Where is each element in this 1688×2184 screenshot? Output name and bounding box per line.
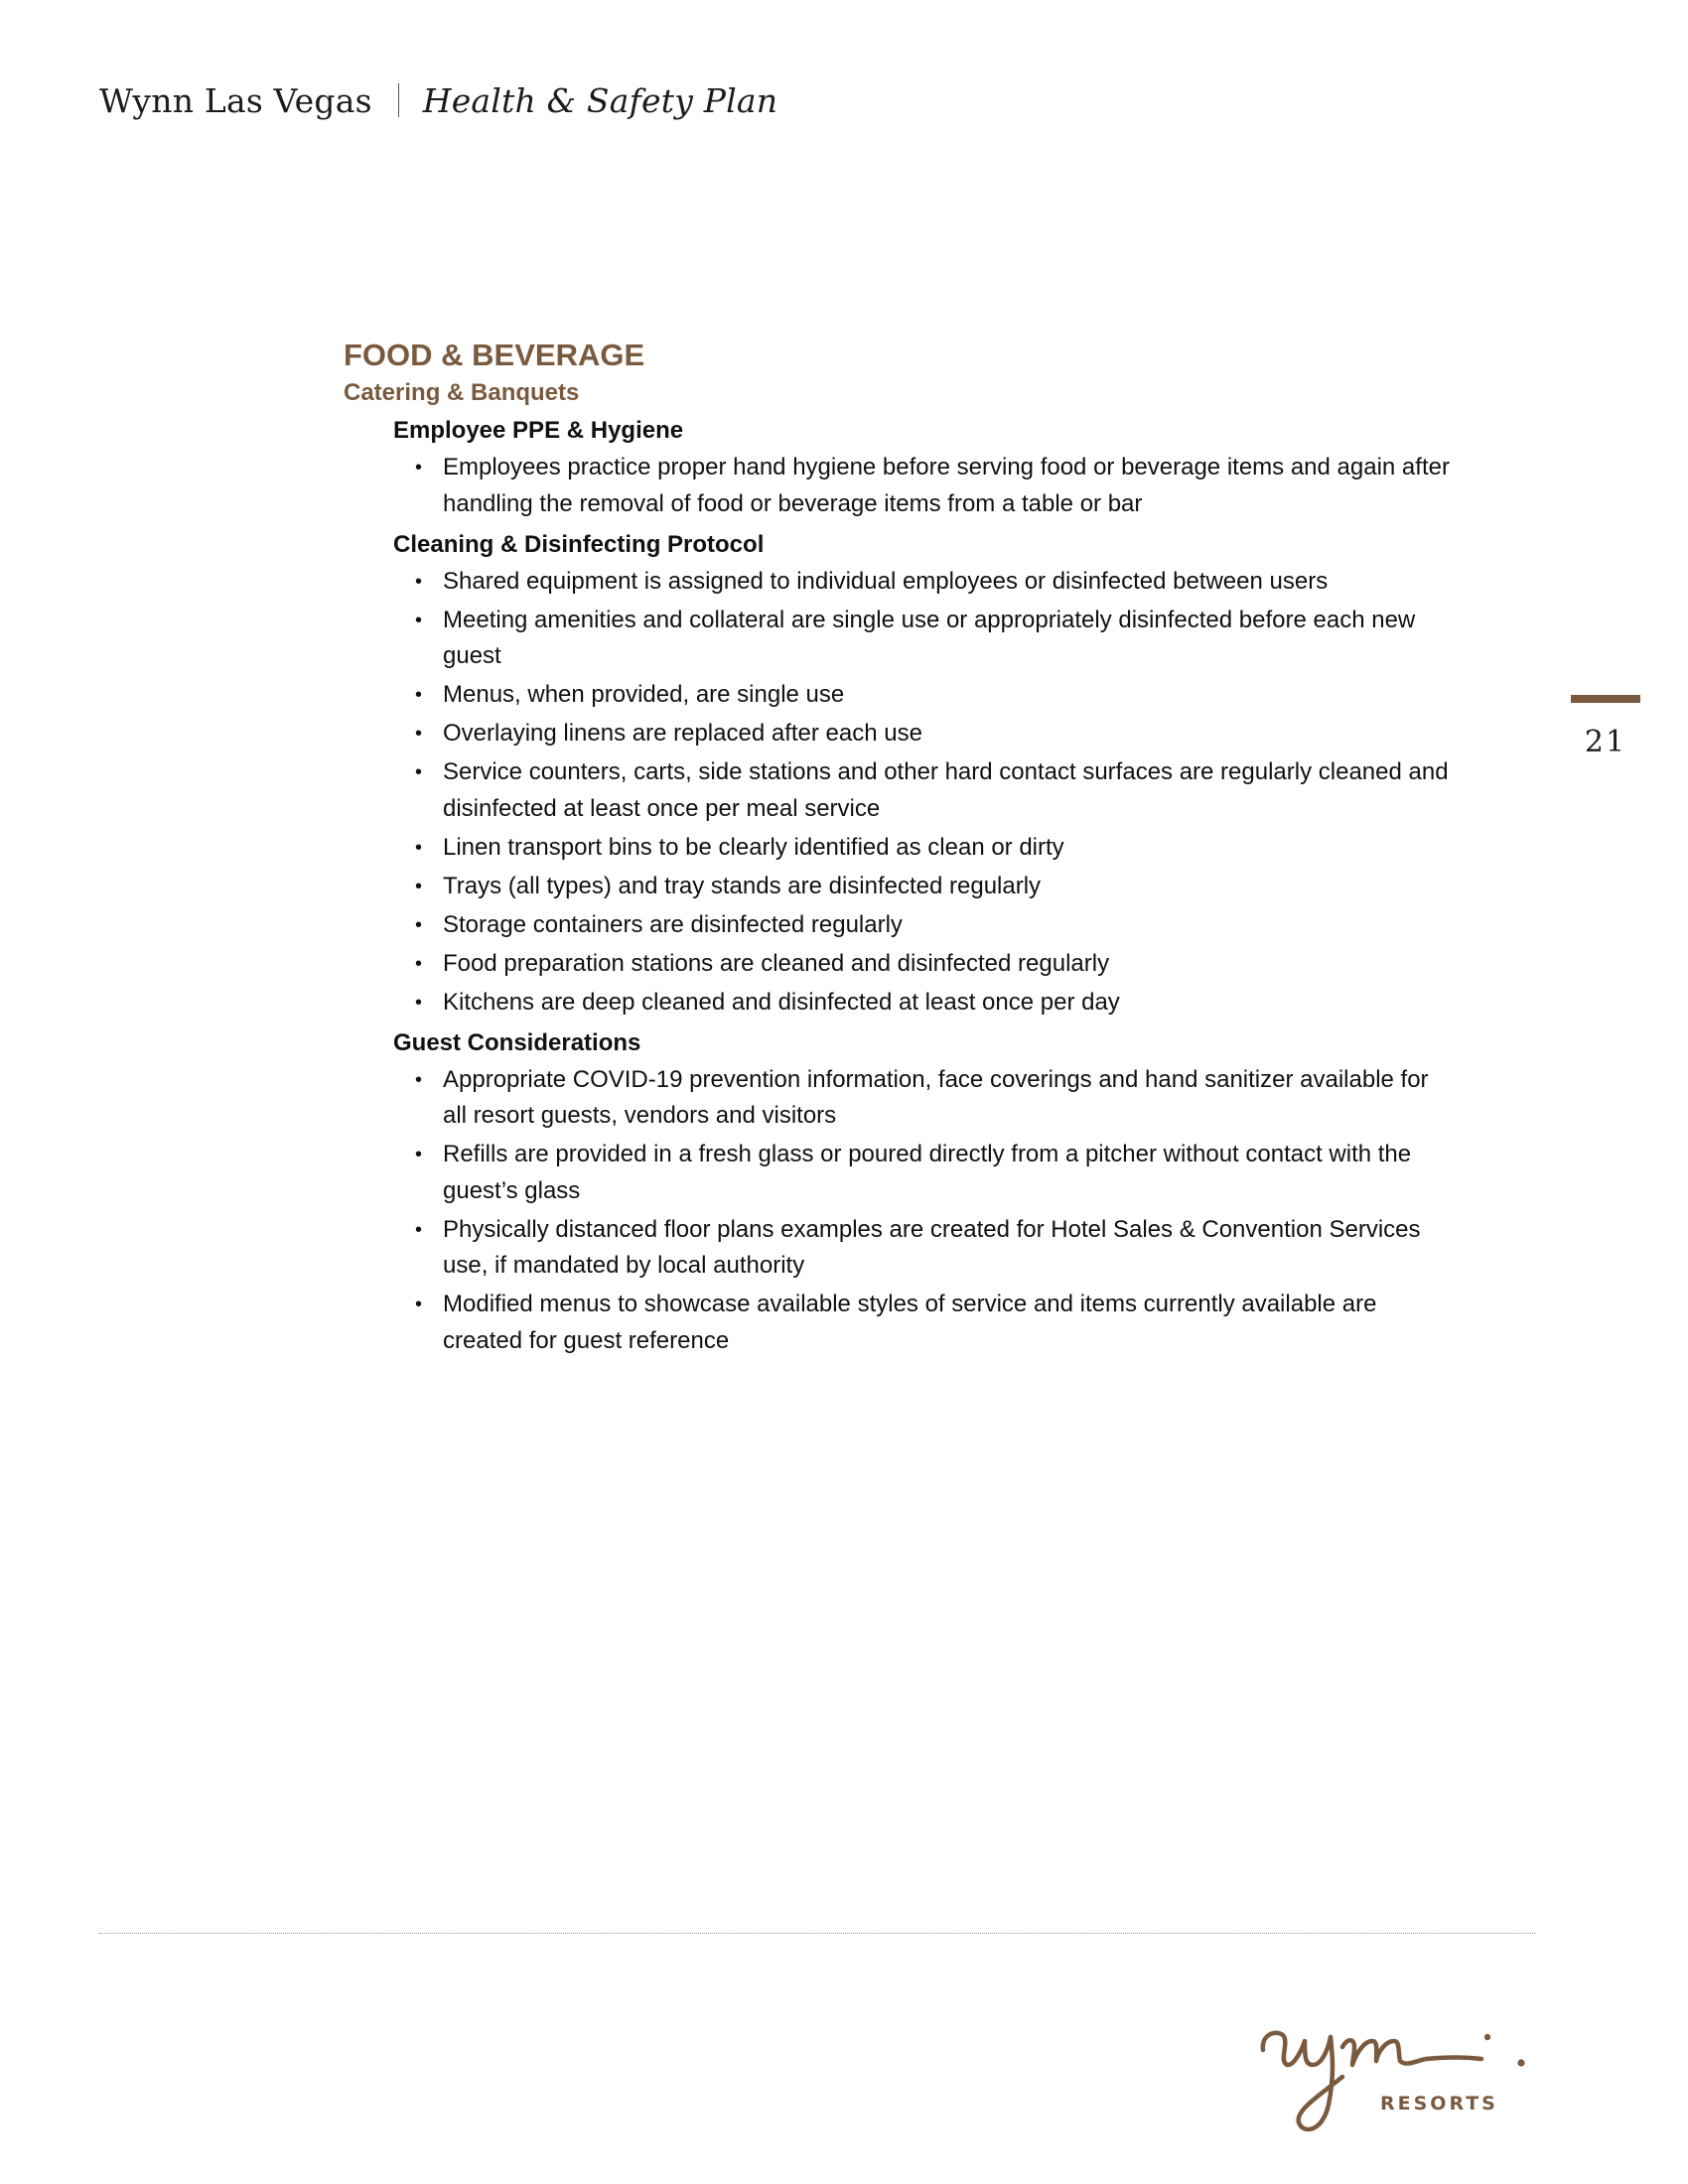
footer-divider [99, 1933, 1535, 1934]
logo-resorts-text: RESORTS [1380, 2093, 1498, 2115]
page-header [99, 81, 777, 120]
list-item: • Food preparation stations are cleaned and disinfected regularly [393, 946, 1456, 983]
list-item: • Shared equipment is assigned to individual employees or disinfected between users [393, 564, 1456, 601]
bullet-list-employee-ppe [393, 450, 1525, 522]
list-item: • Meeting amenities and collateral are single use or appropriately disinfected before each new guest [393, 603, 1456, 675]
group-title-employee-ppe: Employee PPE & Hygiene [393, 417, 684, 444]
list-item: • Service counters, carts, side stations and other hard contact surfaces are regularly cleaned and disinfected at least once per meal service [393, 754, 1456, 827]
list-item: • Storage containers are disinfected regularly [393, 907, 1456, 944]
document-title: Health & Safety Plan [422, 81, 778, 120]
bullet-list-cleaning [393, 564, 1525, 1022]
subsection-title: Catering & Banquets [344, 379, 580, 406]
list-item: • Employees practice proper hand hygiene before serving food or beverage items and again after handling the removal of food or beverage items from a table or bar [393, 450, 1456, 522]
list-item: • Physically distanced floor plans examples are created for Hotel Sales & Convention Services use, if mandated by local authority [393, 1212, 1456, 1285]
section-title: FOOD & BEVERAGE [344, 338, 645, 372]
list-item: • Linen transport bins to be clearly identified as clean or dirty [393, 830, 1456, 867]
group-title-cleaning: Cleaning & Disinfecting Protocol [393, 530, 765, 558]
list-item: • Kitchens are deep cleaned and disinfected at least once per day [393, 985, 1456, 1022]
group-title-guest: Guest Considerations [393, 1028, 641, 1056]
page-marker-bar [1571, 695, 1640, 703]
main-content [344, 336, 1525, 1362]
list-item: • Refills are provided in a fresh glass or poured directly from a pitcher without contact with the guest’s glass [393, 1137, 1456, 1209]
wynn-script-icon [1251, 1995, 1549, 2154]
list-item: • Overlaying linens are replaced after each use [393, 716, 1456, 752]
wynn-resorts-logo [1251, 1995, 1549, 2154]
bullet-list-guest [393, 1062, 1525, 1360]
brand-name: Wynn Las Vegas [99, 81, 372, 120]
list-item: • Modified menus to showcase available styles of service and items currently available are created for guest reference [393, 1287, 1456, 1359]
page-number: 21 [1584, 725, 1627, 759]
list-item: • Appropriate COVID-19 prevention information, face coverings and hand sanitizer available for all resort guests, vendors and visitors [393, 1062, 1456, 1135]
list-item: • Menus, when provided, are single use [393, 677, 1456, 714]
list-item: • Trays (all types) and tray stands are disinfected regularly [393, 869, 1456, 905]
header-divider [398, 83, 399, 117]
